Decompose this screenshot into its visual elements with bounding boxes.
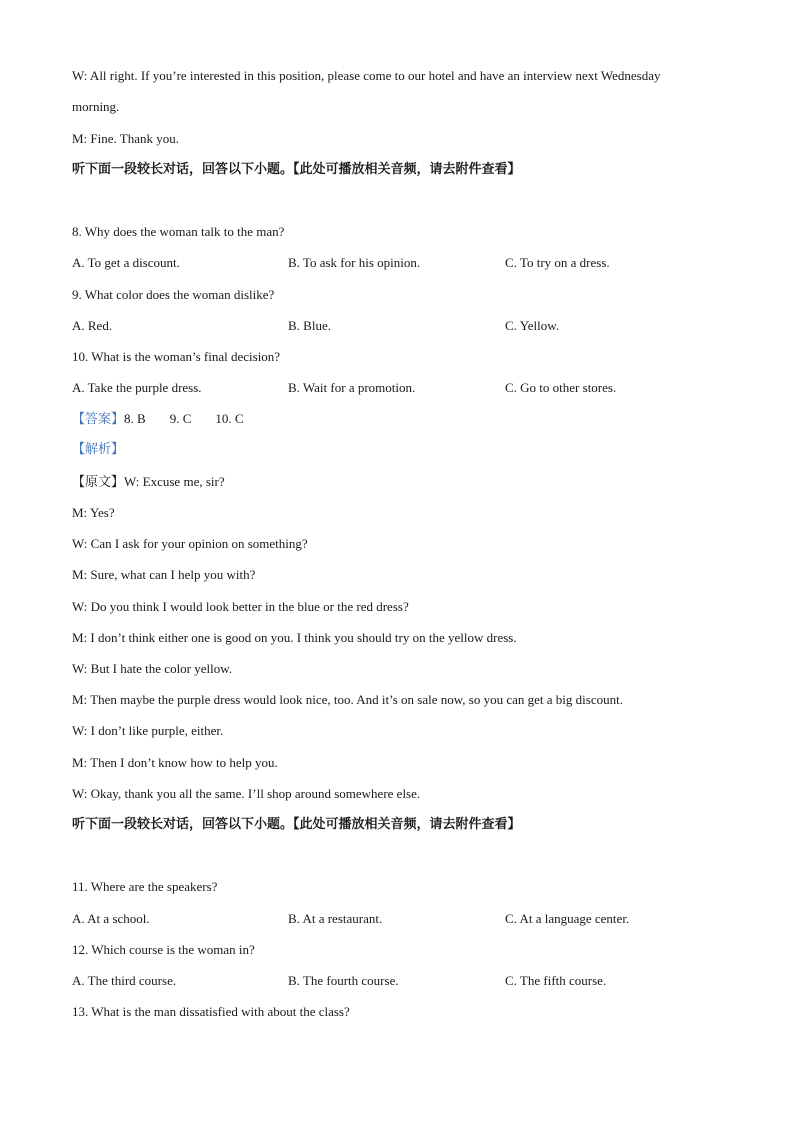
option-c: C. To try on a dress. bbox=[505, 255, 610, 270]
transcript-line: W: Can I ask for your opinion on something? bbox=[72, 536, 308, 551]
option-b: B. At a restaurant. bbox=[288, 911, 383, 926]
question-stem: 8. Why does the woman talk to the man? bbox=[72, 224, 285, 239]
dialogue-line: M: Fine. Thank you. bbox=[72, 131, 180, 146]
answer-9: 9. C bbox=[169, 411, 192, 426]
option-b: B. The fourth course. bbox=[288, 973, 399, 988]
transcript-line: M: Yes? bbox=[72, 505, 115, 520]
transcript-line: W: But I hate the color yellow. bbox=[72, 661, 233, 676]
question-stem: 9. What color does the woman dislike? bbox=[72, 287, 275, 302]
transcript-line: W: Do you think I would look better in the blue or the red dress? bbox=[72, 599, 409, 614]
answer-label: 【答案】 bbox=[72, 412, 125, 427]
option-b: B. Blue. bbox=[288, 318, 331, 333]
option-c: C. Go to other stores. bbox=[505, 380, 617, 395]
transcript-label: 【原文】 bbox=[72, 475, 125, 490]
transcript-line: M: Then maybe the purple dress would look nice, too. And it’s on sale now, so you can get a big discount. bbox=[72, 692, 623, 707]
option-c: C. Yellow. bbox=[505, 318, 560, 333]
transcript-line: W: Okay, thank you all the same. I’ll shop around somewhere else. bbox=[72, 786, 421, 801]
question-stem: 10. What is the woman’s final decision? bbox=[72, 349, 281, 364]
option-c: C. The fifth course. bbox=[505, 973, 607, 988]
option-b: B. To ask for his opinion. bbox=[288, 255, 421, 270]
question-stem: 13. What is the man dissatisfied with about the class? bbox=[72, 1004, 350, 1019]
transcript-line: M: I don’t think either one is good on you. I think you should try on the yellow dress. bbox=[72, 630, 517, 645]
dialogue-line: morning. bbox=[72, 99, 120, 114]
answer-8: 8. B bbox=[124, 411, 146, 426]
transcript-line: W: I don’t like purple, either. bbox=[72, 723, 224, 738]
option-a: A. To get a discount. bbox=[72, 255, 180, 270]
option-a: A. Take the purple dress. bbox=[72, 380, 202, 395]
transcript-text: W: Excuse me, sir? bbox=[124, 474, 225, 489]
transcript-line: M: Then I don’t know how to help you. bbox=[72, 755, 278, 770]
option-a: A. At a school. bbox=[72, 911, 150, 926]
option-c: C. At a language center. bbox=[505, 911, 630, 926]
option-a: A. Red. bbox=[72, 318, 113, 333]
instruction-text: 听下面一段较长对话，回答以下小题。【此处可播放相关音频，请去附件查看】 bbox=[72, 817, 521, 832]
analysis-label: 【解析】 bbox=[72, 442, 125, 457]
option-b: B. Wait for a promotion. bbox=[288, 380, 416, 395]
transcript-first-line bbox=[72, 474, 225, 491]
question-stem: 12. Which course is the woman in? bbox=[72, 942, 255, 957]
answer-10: 10. C bbox=[215, 411, 244, 426]
instruction-text: 听下面一段较长对话，回答以下小题。【此处可播放相关音频，请去附件查看】 bbox=[72, 162, 521, 177]
transcript-line: M: Sure, what can I help you with? bbox=[72, 567, 256, 582]
answer-line bbox=[72, 411, 244, 428]
dialogue-line: W: All right. If you’re interested in this position, please come to our hotel and have an interview next Wednesday bbox=[72, 68, 661, 83]
option-a: A. The third course. bbox=[72, 973, 177, 988]
question-stem: 11. Where are the speakers? bbox=[72, 879, 218, 894]
